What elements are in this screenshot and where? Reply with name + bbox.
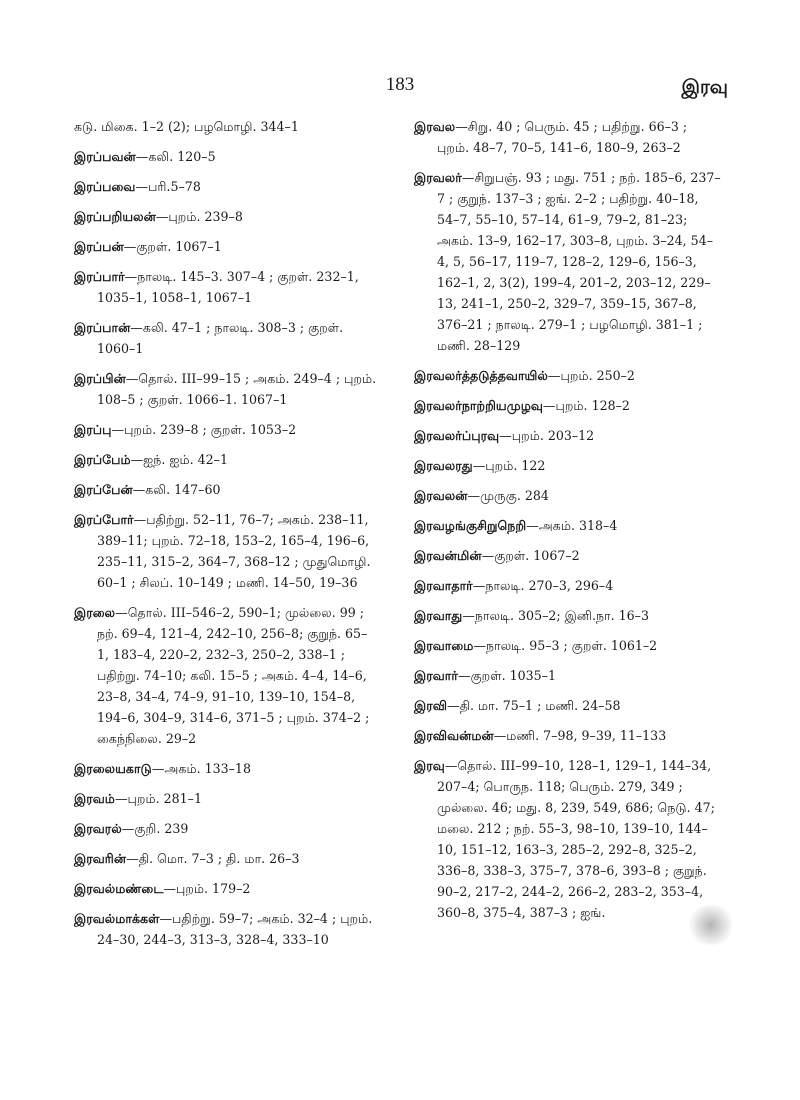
index-entry [74, 788, 379, 809]
index-entry [74, 908, 379, 950]
entry-references: —புறம். 281–1 [114, 791, 202, 806]
index-entry [414, 665, 722, 686]
entry-headword: இரவி [414, 698, 448, 713]
index-entry [74, 368, 379, 410]
entry-headword: இரவலரது [414, 458, 473, 473]
entry-headword: இரவலர்த்தடுத்தவாயில் [414, 368, 548, 383]
index-entry [414, 116, 722, 158]
entry-references: —கலி. 47–1 ; நாலடி. 308–3 ; குறள். 1060–1 [97, 320, 344, 356]
index-entry [74, 146, 379, 167]
entry-references: —சிறுபஞ். 93 ; மது. 751 ; நற். 185–6, 237–7 ; குறுந். 137–3 ; ஐங். 2–2 ; பதிற்று. 40–18, 54–7, 55–10, 57–14, 61–9, 79–2, 81–23; அகம். 13–9, 162–17, 303–8, புறம். 3–24, 54–4, 5, 56–17, 119–7, 128–2, 129–6, 156–3, 162–1, 2, 3(2), 199–4, 201–2, 203–12, 229–13, 241–1, 250–2, 329–7, 359–15, 367–8, 376–21 ; நாலடி. 279–1 ; பழமொழி. 381–1 ; மணி. 28–129 [437, 170, 721, 353]
entry-references: —தி. மா. 75–1 ; மணி. 24–58 [447, 698, 621, 713]
entry-references: —சிறு. 40 ; பெரும். 45 ; பதிற்று. 66–3 ; புறம். 48–7, 70–5, 141–6, 180–9, 263–2 [437, 119, 688, 155]
index-entry [74, 317, 379, 359]
index-entry [414, 755, 722, 923]
index-entry [74, 176, 379, 197]
entry-headword: இரலையகாடு [74, 761, 152, 776]
entry-headword: இரலை [74, 605, 116, 620]
index-entry [74, 236, 379, 257]
entry-headword: இரவல்மாக்கள் [74, 911, 160, 926]
entry-headword: இரப்பின் [74, 371, 126, 386]
index-entry [74, 818, 379, 839]
entry-references: —நாலடி. 305–2; இனி.நா. 16–3 [462, 608, 649, 623]
entry-headword: இரப்பவை [74, 179, 136, 194]
page-number: 183 [385, 74, 415, 95]
entry-references: —புறம். 239–8 ; குறள். 1053–2 [111, 422, 297, 437]
index-entry [414, 425, 722, 446]
entry-references: —ஐந். ஐம். 42–1 [130, 452, 228, 467]
entry-references: —பதிற்று. 52–11, 76–7; அகம். 238–11, 389–11; புறம். 72–18, 153–2, 165–4, 196–6, 235–11, 315–2, 364–7, 368–12 ; முதுமொழி. 60–1 ; சிலப். 10–149 ; மணி. 14–50, 19–36 [97, 512, 371, 590]
entry-headword: இரவாதார் [414, 578, 473, 593]
entry-references: —புறம். 239–8 [155, 209, 243, 224]
entry-references: —புறம். 203–12 [499, 428, 595, 443]
index-entry [74, 449, 379, 470]
index-entry [414, 485, 722, 506]
entry-references: —குறி. 239 [121, 821, 189, 836]
index-entry [74, 266, 379, 308]
entry-references: —தொல். III–546–2, 590–1; முல்லை. 99 ; நற். 69–4, 121–4, 242–10, 256–8; குறுந். 65–1, 183–4, 220–2, 232–3, 250–2, 338–1 ; பதிற்று. 74–10; கலி. 15–5 ; அகம். 4–4, 14–6, 23–8, 34–4, 74–9, 91–10, 139–10, 154–8, 194–6, 304–9, 314–6, 371–5 ; புறம். 374–2 ; கைந்நிலை. 29–2 [97, 605, 370, 746]
scan-smudge [686, 905, 736, 945]
index-entry [74, 848, 379, 869]
entry-headword: இரவிவன்மன் [414, 728, 494, 743]
entry-references: —புறம். 122 [472, 458, 546, 473]
index-entry [414, 605, 722, 626]
entry-references: —கலி. 147–60 [132, 482, 221, 497]
entry-references: கடு. மிகை. 1–2 (2); பழமொழி. 344–1 [74, 119, 299, 134]
index-entry [74, 419, 379, 440]
index-entry [414, 167, 722, 356]
index-entry [74, 206, 379, 227]
entry-references: —மணி. 7–98, 9–39, 11–133 [493, 728, 667, 743]
entry-references: —முருகு. 284 [467, 488, 549, 503]
entry-headword: இரவல்மண்டை [74, 881, 164, 896]
entry-references: —தொல். III–99–10, 128–1, 129–1, 144–34, 207–4; பொருந. 118; பெரும். 279, 349 ; முல்லை. 46; மது. 8, 239, 549, 686; நெடு. 47; மலை. 212 ; நற். 55–3, 98–10, 139–10, 144–10, 151–12, 163–3, 285–2, 292–8, 325–2, 336–8, 338–3, 375–7, 378–6, 393–8 ; குறுந். 90–2, 217–2, 244–2, 266–2, 283–2, 353–4, 360–8, 375–4, 387–3 ; ஐங். [437, 758, 715, 920]
entry-headword: இரவாமை [414, 638, 474, 653]
entry-references: —நாலடி. 95–3 ; குறள். 1061–2 [473, 638, 658, 653]
entry-references: —தி. மொ. 7–3 ; தி. மா. 26–3 [126, 851, 300, 866]
entry-headword: இரப்பேம் [74, 452, 131, 467]
entry-references: —புறம். 128–2 [542, 398, 630, 413]
entry-references: —நாலடி. 270–3, 296–4 [472, 578, 614, 593]
entry-headword: இரவம் [74, 791, 115, 806]
entry-headword: இரப்பு [74, 422, 112, 437]
index-entry [414, 455, 722, 476]
index-entry [414, 545, 722, 566]
entry-references: —நாலடி. 145–3. 307–4 ; குறள். 232–1, 1035–1, 1058–1, 1067–1 [97, 269, 359, 305]
index-entry [74, 116, 379, 137]
entry-references: —குறள். 1067–2 [481, 548, 580, 563]
entry-headword: இரவு [414, 758, 445, 773]
entry-headword: இரப்பான் [74, 320, 131, 335]
entry-references: —புறம். 179–2 [163, 881, 251, 896]
entry-headword: இரப்போர் [74, 512, 134, 527]
index-entry [414, 575, 722, 596]
entry-references: —அகம். 318–4 [526, 518, 618, 533]
index-entry [74, 878, 379, 899]
index-entry [414, 695, 722, 716]
entry-headword: இரப்பறியலன் [74, 209, 156, 224]
index-entry [414, 515, 722, 536]
entry-references: —பதிற்று. 59–7; அகம். 32–4 ; புறம். 24–30, 244–3, 313–3, 328–4, 333–10 [97, 911, 373, 947]
index-entry [414, 395, 722, 416]
entry-headword: இரவரின் [74, 851, 127, 866]
index-entry [74, 602, 379, 749]
right-column [414, 116, 722, 932]
entry-references: —குறள். 1035–1 [457, 668, 556, 683]
index-entry [74, 479, 379, 500]
index-entry [414, 635, 722, 656]
entry-references: —தொல். III–99–15 ; அகம். 249–4 ; புறம். 108–5 ; குறள். 1066–1. 1067–1 [97, 371, 377, 407]
entry-references: —குறள். 1067–1 [123, 239, 222, 254]
entry-headword: இரவலர்ப்புரவு [414, 428, 500, 443]
index-entry [414, 725, 722, 746]
entry-references: —புறம். 250–2 [547, 368, 635, 383]
entry-headword: இரப்பேன் [74, 482, 133, 497]
entry-headword: இரப்பார் [74, 269, 125, 284]
entry-headword: இரப்பவன் [74, 149, 136, 164]
entry-headword: இரவாது [414, 608, 463, 623]
entry-headword: இரவரல் [74, 821, 122, 836]
entry-references: —பரி.5–78 [135, 179, 201, 194]
index-entry [74, 509, 379, 593]
entry-headword: இரவலர்நாற்றியமுழவு [414, 398, 543, 413]
running-head: இரவு [681, 76, 728, 98]
entry-headword: இரவலர் [414, 170, 462, 185]
left-column [74, 116, 379, 959]
entry-references: —கலி. 120–5 [135, 149, 216, 164]
entry-headword: இரவழங்குசிறுநெறி [414, 518, 527, 533]
entry-headword: இரவல [414, 119, 456, 134]
entry-headword: இரவார் [414, 668, 458, 683]
entry-references: —அகம். 133–18 [151, 761, 251, 776]
entry-headword: இரப்பன் [74, 239, 124, 254]
entry-headword: இரவலன் [414, 488, 468, 503]
entry-headword: இரவன்மின் [414, 548, 482, 563]
index-entry [74, 758, 379, 779]
index-entry [414, 365, 722, 386]
